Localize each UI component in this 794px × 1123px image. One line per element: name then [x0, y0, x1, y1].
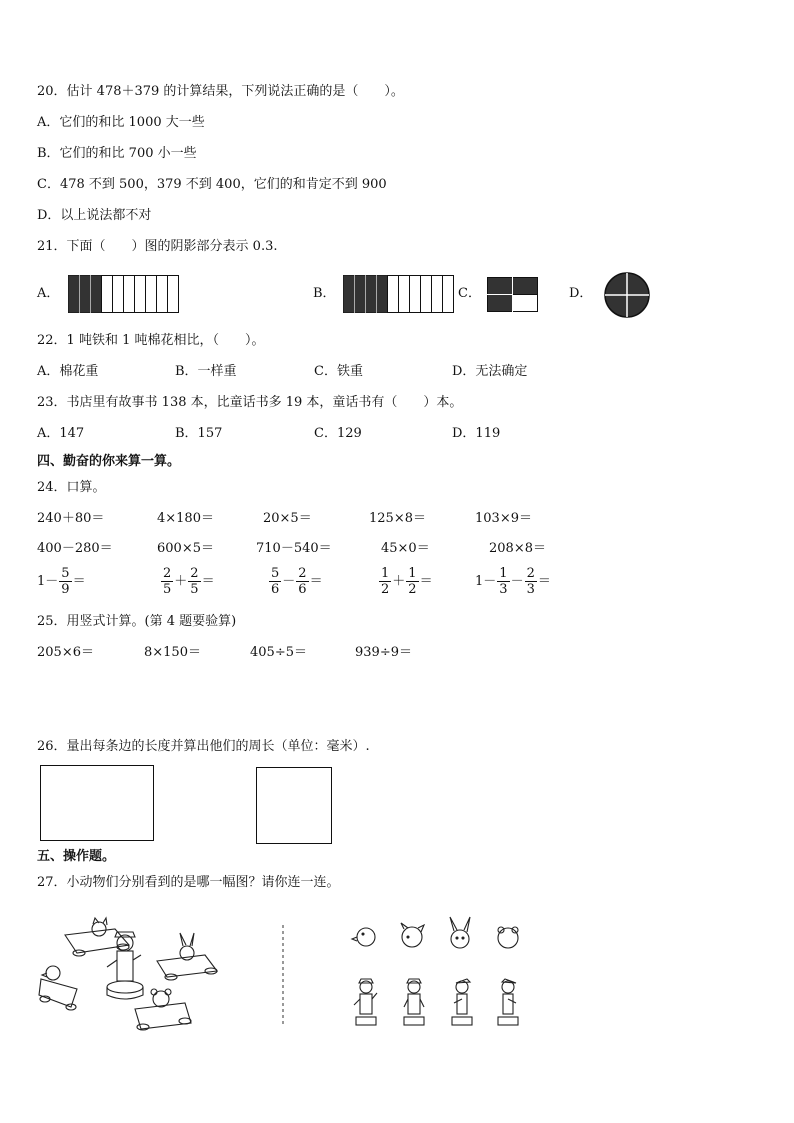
fraction: $\frac{5}{9}$: [61, 566, 70, 597]
q21-figure-b: [343, 275, 455, 313]
q24-row3-item3: $\frac{5}{6}$ － $\frac{2}{6}$ ＝: [271, 566, 323, 597]
q25-item2: 8×150＝: [144, 645, 201, 660]
dashed-divider: [281, 925, 285, 1025]
dog-head-icon: [401, 923, 424, 947]
q24-row1-item3: 20×5＝: [263, 511, 312, 526]
q23-option-c: C．129: [314, 426, 362, 441]
section-5-heading: 五、操作题。: [37, 849, 116, 864]
q24-row2-item2: 600×5＝: [157, 541, 214, 556]
q24-row1-item5: 103×9＝: [475, 511, 532, 526]
policeman-icon: [107, 932, 143, 999]
q24-row2-item5: 208×8＝: [489, 541, 546, 556]
q21-label-c: C．: [458, 286, 481, 301]
q21-label-a: A．: [37, 286, 60, 301]
q21-label-d: D．: [569, 286, 593, 301]
fraction: $\frac{2}{6}$: [298, 566, 307, 597]
q21-figure-a: [68, 275, 180, 313]
q24-row1-item1: 240＋80＝: [37, 511, 105, 526]
q20-option-a: A．它们的和比 1000 大一些: [37, 115, 205, 130]
q24-row1-item2: 4×180＝: [157, 511, 214, 526]
q20-option-d: D．以上说法都不对: [37, 208, 152, 223]
q26-square: [256, 767, 333, 845]
fraction: $\frac{1}{2}$: [381, 566, 390, 597]
q24-row1-item4: 125×8＝: [369, 511, 426, 526]
fraction: $\frac{2}{3}$: [526, 566, 535, 597]
q21-stem: 21．下面（ ）图的阴影部分表示 0.3.: [37, 239, 278, 254]
q23-option-d: D．119: [452, 426, 501, 441]
q24-row2-item1: 400－280＝: [37, 541, 113, 556]
q22-stem: 22．1 吨铁和 1 吨棉花相比，（ ）。: [37, 333, 265, 348]
q25-item4: 939÷9＝: [355, 645, 412, 660]
q22-option-b: B．一样重: [175, 364, 237, 379]
q24-stem: 24．口算。: [37, 480, 106, 495]
policeman-right-view-icon: [498, 979, 518, 1025]
rabbit-car-icon: [157, 933, 217, 980]
policeman-views-row: [350, 977, 530, 1032]
q21-label-b: B．: [313, 286, 336, 301]
q25-item1: 205×6＝: [37, 645, 94, 660]
policeman-front-view-icon: [354, 979, 377, 1025]
animal-heads-row: [350, 915, 530, 955]
q24-row3-item5: 1 － $\frac{1}{3}$ － $\frac{2}{3}$ ＝: [475, 566, 551, 597]
q20-option-b: B．它们的和比 700 小一些: [37, 146, 197, 161]
q20-option-c: C．478 不到 500，379 不到 400，它们的和肯定不到 900: [37, 177, 387, 192]
q22-option-c: C．铁重: [314, 364, 363, 379]
q26-rectangle: [40, 765, 155, 842]
q25-stem: 25．用竖式计算。(第 4 题要验算): [37, 614, 237, 629]
q26-stem: 26．量出每条边的长度并算出他们的周长（单位：毫米）.: [37, 739, 370, 754]
q24-row3-item2: $\frac{2}{5}$ ＋ $\frac{2}{5}$ ＝: [163, 566, 215, 597]
q24-row3-item1: 1 － $\frac{5}{9}$ ＝: [37, 566, 86, 597]
fraction: $\frac{1}{2}$: [408, 566, 417, 597]
animals-scene-illustration: [37, 915, 227, 1033]
q24-row2-item3: 710－540＝: [256, 541, 332, 556]
policeman-left-view-icon: [452, 979, 472, 1025]
bear-head-icon: [498, 927, 518, 948]
q20-stem: 20．估计 478＋379 的计算结果，下列说法正确的是（ ）。: [37, 84, 404, 99]
q24-row2-item4: 45×0＝: [381, 541, 430, 556]
q23-option-a: A．147: [37, 426, 85, 441]
chick-head-icon: [352, 928, 375, 946]
q25-item3: 405÷5＝: [250, 645, 307, 660]
section-4-heading: 四、勤奋的你来算一算。: [37, 454, 181, 469]
fraction: $\frac{5}{6}$: [271, 566, 280, 597]
rabbit-head-icon: [450, 917, 470, 948]
q22-option-a: A．棉花重: [37, 364, 99, 379]
q27-stem: 27．小动物们分别看到的是哪一幅图？请你连一连。: [37, 875, 340, 890]
q23-option-b: B．157: [175, 426, 223, 441]
q21-figure-d: [603, 271, 651, 319]
q21-figure-c: [487, 277, 539, 313]
chick-car-icon: [39, 966, 77, 1010]
q23-stem: 23．书店里有故事书 138 本，比童话书多 19 本，童话书有（ ）本。: [37, 395, 463, 410]
policeman-back-view-icon: [404, 979, 424, 1025]
fraction: $\frac{2}{5}$: [190, 566, 199, 597]
fraction: $\frac{1}{3}$: [499, 566, 508, 597]
fraction: $\frac{2}{5}$: [163, 566, 172, 597]
q24-row3-item4: $\frac{1}{2}$ ＋ $\frac{1}{2}$ ＝: [381, 566, 433, 597]
q22-option-d: D．无法确定: [452, 364, 528, 379]
